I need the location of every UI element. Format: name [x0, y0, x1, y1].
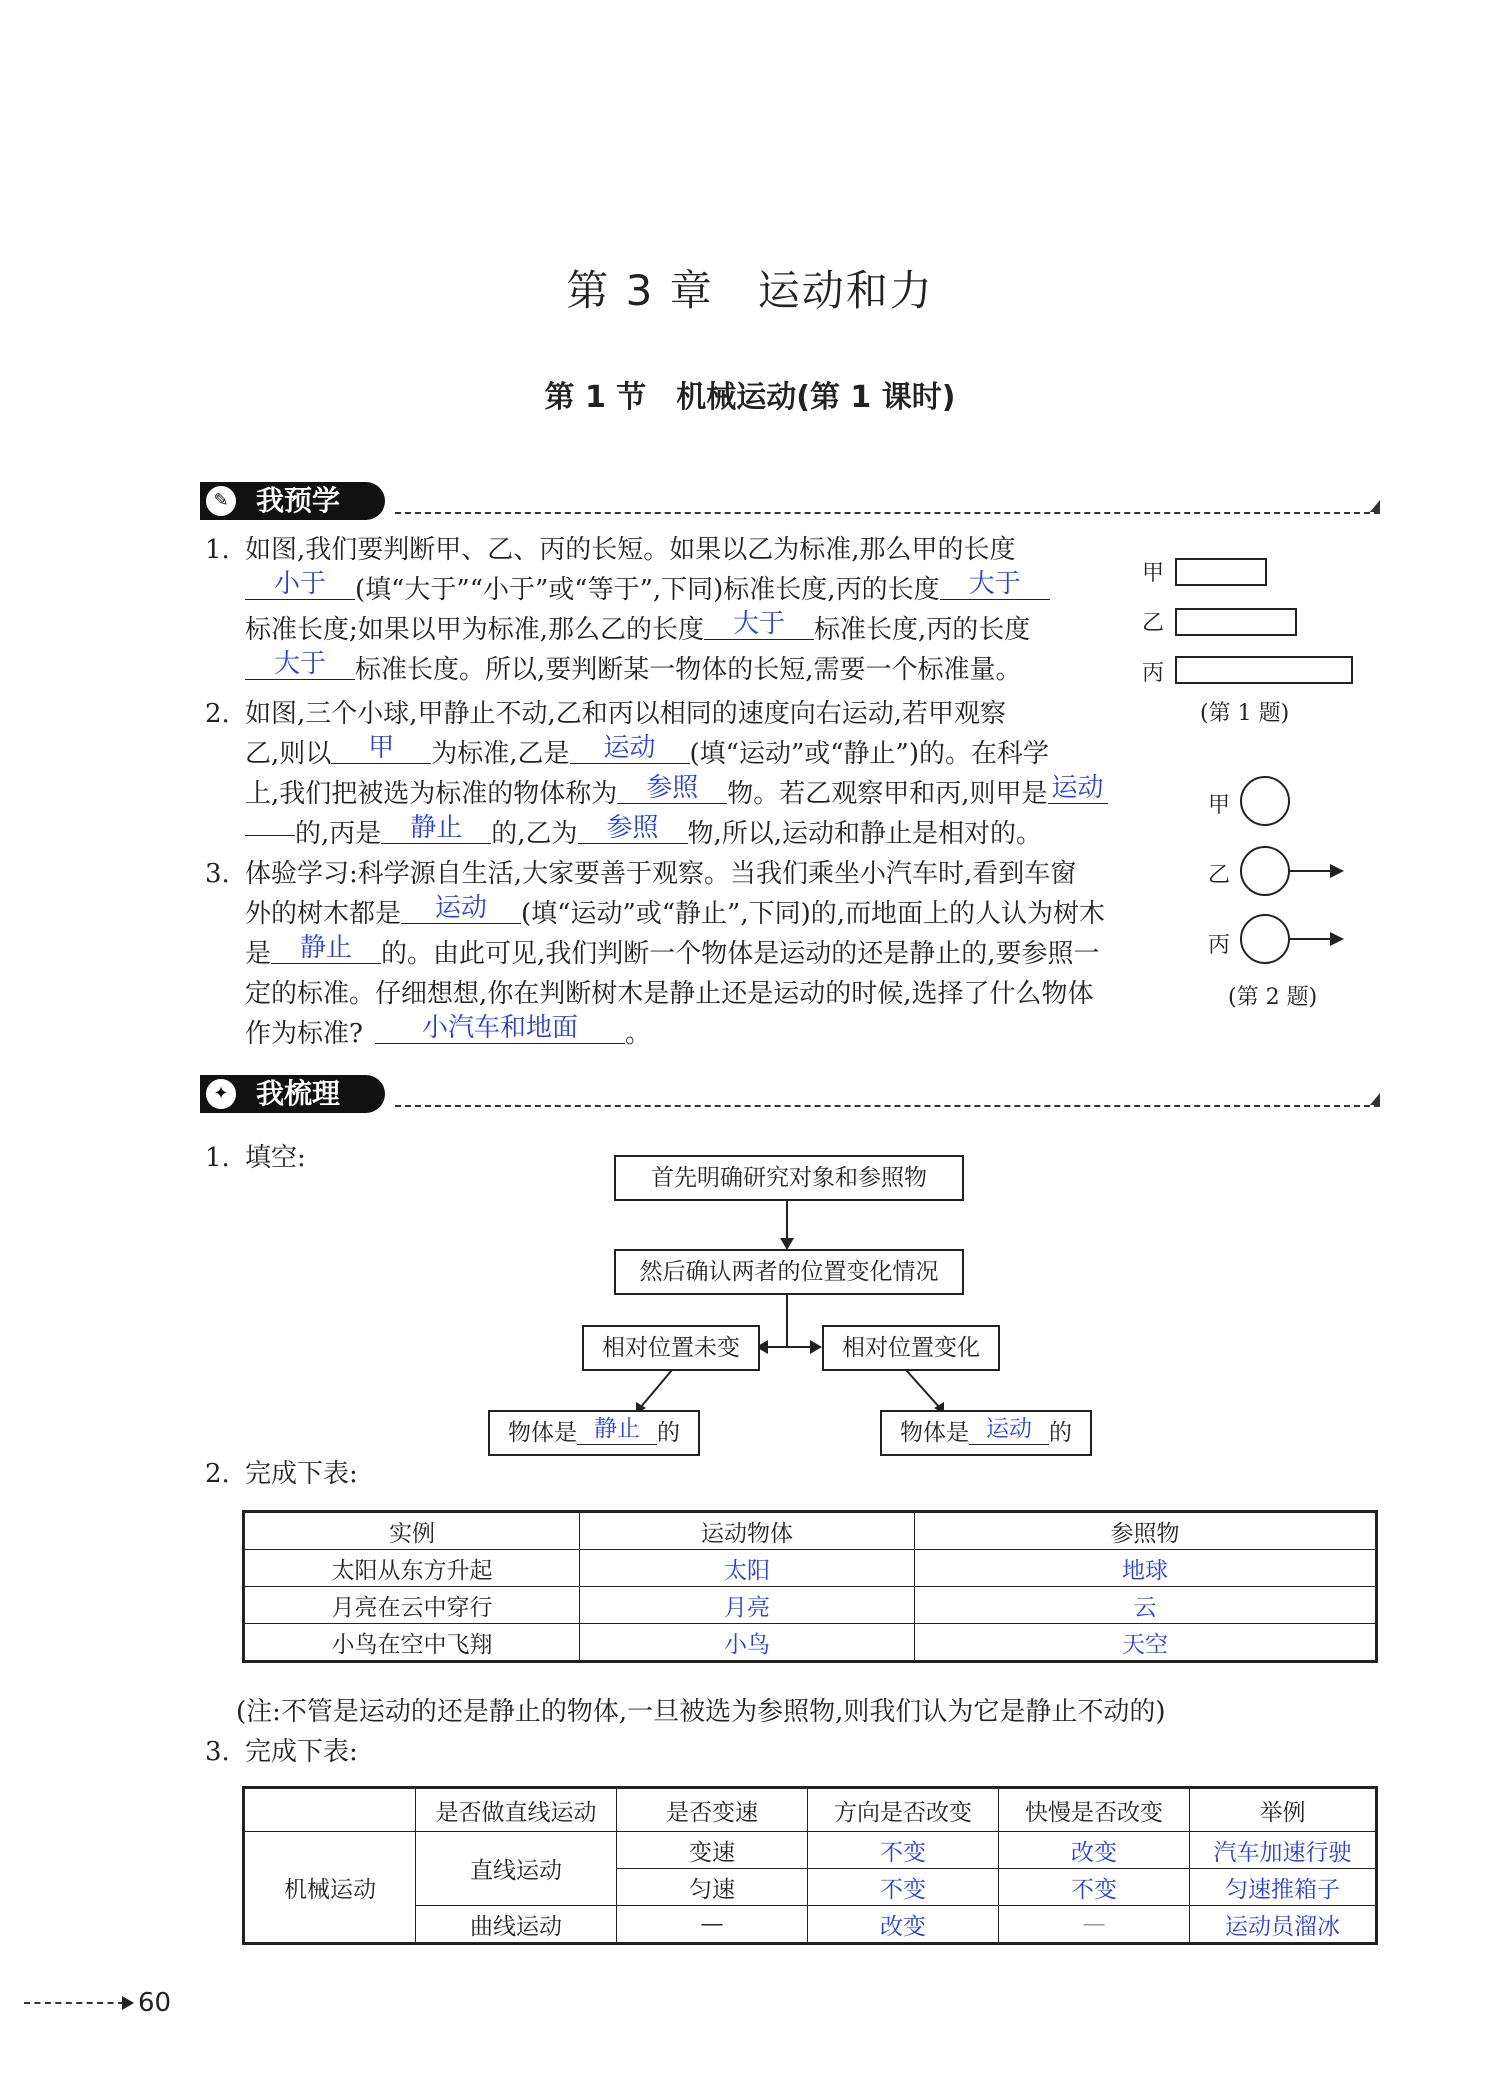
- table-cell-answer: 云: [915, 1587, 1377, 1624]
- ball-jia: [1240, 776, 1290, 826]
- arrow-right-icon: [122, 1996, 134, 2010]
- table-cell: 变速: [617, 1832, 808, 1869]
- chapter-name: 运动和力: [757, 266, 934, 315]
- table-row: [244, 1624, 1377, 1662]
- flow-box-changed: 相对位置变化: [822, 1325, 1000, 1371]
- table-cell-answer: 不变: [999, 1869, 1190, 1906]
- q-text: 的,丙是: [295, 819, 382, 849]
- answer-blank: 参照: [617, 773, 727, 804]
- q-text: 上,我们把被选为标准的物体称为: [245, 779, 618, 809]
- review-pill: [200, 1075, 385, 1113]
- q-text: 如图,三个小球,甲静止不动,乙和丙以相同的速度向右运动,若甲观察: [245, 699, 1007, 729]
- section-label: 第 1 节: [544, 380, 647, 415]
- q-text: 定的标准。仔细想想,你在判断树木是静止还是运动的时候,选择了什么物体: [245, 979, 1094, 1009]
- table-cell: —: [617, 1906, 808, 1944]
- table-cell: 曲线运动: [416, 1906, 617, 1944]
- preview-pill: [200, 482, 385, 520]
- q-text: (填“运动”或“静止”)的。在科学: [689, 739, 1049, 769]
- review-banner: [200, 1075, 1380, 1113]
- q-text: 作为标准?: [245, 1019, 363, 1049]
- answer-blank: 大于: [704, 609, 814, 640]
- motion-table: [242, 1786, 1378, 1945]
- table-cell-answer: 小鸟: [580, 1624, 915, 1662]
- figure-caption: (第 1 题): [1200, 701, 1290, 726]
- reference-table: [242, 1510, 1378, 1663]
- connector: [786, 1199, 788, 1243]
- arrow-right-icon: [1330, 932, 1344, 946]
- preview-banner-text: 我预学: [256, 484, 341, 517]
- answer-blank: 静止: [577, 1414, 657, 1445]
- table-cell-answer: 改变: [999, 1832, 1190, 1869]
- table-row: [244, 1550, 1377, 1587]
- table-cell: 小鸟在空中飞翔: [244, 1624, 580, 1662]
- table-cell-answer: 匀速推箱子: [1190, 1869, 1377, 1906]
- section-name: 机械运动(第 1 课时): [676, 380, 956, 415]
- table-header: 是否做直线运动: [416, 1788, 617, 1832]
- chapter-label: 第 3 章: [566, 266, 714, 315]
- figure-label: 丙: [1142, 661, 1165, 686]
- preview-icon: ✎: [206, 486, 236, 516]
- review-q2-title: [205, 1454, 358, 1494]
- table-note: (注:不管是运动的还是静止的物体,一旦被选为参照物,则我们认为它是静止不动的): [236, 1697, 1166, 1727]
- q-number: 2.: [205, 1459, 230, 1489]
- table-header: 运动物体: [580, 1512, 915, 1550]
- figure-label: 甲: [1142, 561, 1165, 586]
- q-text: 完成下表:: [245, 1459, 358, 1489]
- q-number: 1.: [205, 1143, 230, 1173]
- figure-caption: (第 2 题): [1228, 985, 1318, 1010]
- q-text: (填“运动”或“静止”,下同)的,而地面上的人认为树木: [521, 899, 1106, 929]
- preview-q2: [205, 694, 1185, 854]
- table-cell-answer: 改变: [808, 1906, 999, 1944]
- arrow-line: [1288, 938, 1332, 940]
- table-header-row: [244, 1512, 1377, 1550]
- table-cell: 匀速: [617, 1869, 808, 1906]
- table-header: 参照物: [915, 1512, 1377, 1550]
- connector: [786, 1293, 788, 1347]
- answer-blank: 大于: [940, 569, 1050, 600]
- arrow-diagonal-right: [906, 1370, 940, 1408]
- flow-box-1: 首先明确研究对象和参照物: [614, 1155, 964, 1201]
- table-cell: 月亮在云中穿行: [244, 1587, 580, 1624]
- q-text: (填“大于”“小于”或“等于”,下同)标准长度,丙的长度: [355, 575, 940, 605]
- answer-blank: 小汽车和地面: [375, 1013, 625, 1044]
- bar-yi: [1175, 608, 1297, 636]
- q-text: 外的树木都是: [245, 899, 402, 929]
- preview-q3: [205, 854, 1185, 1054]
- page-number: 60: [138, 1988, 172, 2018]
- table-header: 举例: [1190, 1788, 1377, 1832]
- section-title: [0, 372, 1500, 416]
- q-text: 标准长度。所以,要判断某一物体的长短,需要一个标准量。: [355, 655, 1022, 685]
- q-text: 填空:: [245, 1143, 306, 1173]
- figure-label: 乙: [1208, 863, 1231, 888]
- arrow-right-icon: [810, 1340, 822, 1354]
- answer-blank: 运动: [401, 893, 521, 924]
- arrow-diagonal-left: [640, 1370, 672, 1408]
- table-header: [244, 1788, 416, 1832]
- flow-text: 的: [1049, 1420, 1072, 1446]
- q-text: 。: [624, 1019, 651, 1049]
- flow-box-moving: [880, 1410, 1092, 1456]
- arrow-line: [1288, 870, 1332, 872]
- table-cell-answer: 月亮: [580, 1587, 915, 1624]
- flow-box-unchanged: 相对位置未变: [582, 1325, 760, 1371]
- preview-q1: [205, 530, 1125, 690]
- q-text: 为标准,乙是: [431, 739, 570, 769]
- q-number: 1.: [205, 535, 230, 565]
- answer-blank: 大于: [245, 649, 355, 680]
- table-cell: —: [999, 1906, 1190, 1944]
- answer-blank: 小于: [245, 569, 355, 600]
- bar-jia: [1175, 558, 1267, 586]
- flow-box-2: 然后确认两者的位置变化情况: [614, 1249, 964, 1295]
- q-text: 如图,我们要判断甲、乙、丙的长短。如果以乙为标准,那么甲的长度: [245, 535, 1016, 565]
- q-text: 完成下表:: [245, 1737, 358, 1767]
- q-text: 标准长度;如果以甲为标准,那么乙的长度: [245, 615, 705, 645]
- ball-yi: [1240, 846, 1290, 896]
- divider-end: [1370, 500, 1380, 512]
- figure-label: 丙: [1208, 933, 1231, 958]
- footer-divider: [24, 2002, 124, 2004]
- q-text: 的。由此可见,我们判断一个物体是运动的还是静止的,要参照一: [381, 939, 1100, 969]
- review-q3-title: [205, 1732, 358, 1772]
- q-text: 乙,则以: [245, 739, 332, 769]
- table-cell-answer: 不变: [808, 1832, 999, 1869]
- figure-label: 甲: [1208, 793, 1231, 818]
- bar-bing: [1175, 656, 1353, 684]
- flow-text: 物体是: [508, 1420, 577, 1446]
- preview-banner: [200, 482, 1380, 520]
- chapter-title: [0, 258, 1500, 318]
- table-row: [244, 1587, 1377, 1624]
- answer-blank: 运动: [570, 733, 690, 764]
- q-number: 3.: [205, 859, 230, 889]
- answer-blank: 运动: [969, 1414, 1049, 1445]
- table-header: 方向是否改变: [808, 1788, 999, 1832]
- answer-blank: 甲: [331, 733, 431, 764]
- q-text: 是: [245, 939, 272, 969]
- table-cell: 直线运动: [416, 1832, 617, 1906]
- table-header-row: [244, 1788, 1377, 1832]
- table-cell-answer: 地球: [915, 1550, 1377, 1587]
- divider: [395, 512, 1380, 514]
- q-text: 物,所以,运动和静止是相对的。: [687, 819, 1043, 849]
- divider-end: [1370, 1093, 1380, 1105]
- flow-text: 的: [657, 1420, 680, 1446]
- answer-blank: 运动: [1048, 773, 1108, 804]
- q-text: 的,乙为: [491, 819, 578, 849]
- q-text: 体验学习:科学源自生活,大家要善于观察。当我们乘坐小汽车时,看到车窗: [245, 859, 1077, 889]
- table-cell-answer: 不变: [808, 1869, 999, 1906]
- q-text: 物。若乙观察甲和丙,则甲是: [727, 779, 1048, 809]
- table-header: 是否变速: [617, 1788, 808, 1832]
- divider: [395, 1105, 1380, 1107]
- table-header: 快慢是否改变: [999, 1788, 1190, 1832]
- review-q1-title: [205, 1138, 306, 1178]
- review-banner-text: 我梳理: [256, 1077, 341, 1110]
- table-header: 实例: [244, 1512, 580, 1550]
- flow-box-static: [488, 1410, 700, 1456]
- table-cell-answer: 太阳: [580, 1550, 915, 1587]
- q-number: 3.: [205, 1737, 230, 1767]
- table-cell-answer: 运动员溜冰: [1190, 1906, 1377, 1944]
- answer-blank: 静止: [271, 933, 381, 964]
- q-text: 标准长度,丙的长度: [814, 615, 1031, 645]
- table-cell-answer: 天空: [915, 1624, 1377, 1662]
- review-icon: ✦: [206, 1079, 236, 1109]
- arrow-right-icon: [1330, 864, 1344, 878]
- answer-blank: 参照: [578, 813, 688, 844]
- q-number: 2.: [205, 699, 230, 729]
- answer-blank: 静止: [381, 813, 491, 844]
- figure-label: 乙: [1142, 611, 1165, 636]
- table-row: [244, 1832, 1377, 1869]
- table-category: 机械运动: [244, 1832, 416, 1944]
- flow-text: 物体是: [900, 1420, 969, 1446]
- table-cell: 太阳从东方升起: [244, 1550, 580, 1587]
- table-cell-answer: 汽车加速行驶: [1190, 1832, 1377, 1869]
- answer-blank-continued: [245, 835, 295, 836]
- ball-bing: [1240, 914, 1290, 964]
